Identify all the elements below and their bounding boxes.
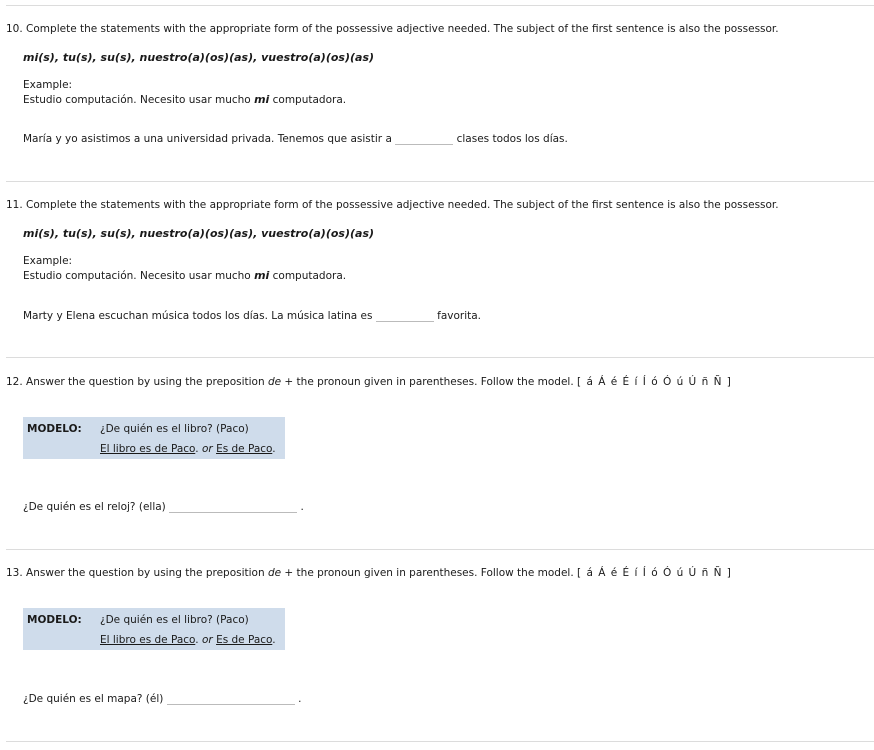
model-question: ¿De quién es el libro? (Paco) [100,423,249,435]
question-number: 10. [6,23,23,35]
example-sentence: Estudio computación. Necesito usar mucho mi computadora. [23,93,347,106]
question-prompt: 13. Answer the question by using the preposition de + the pronoun given in parentheses. Follow the model. [ á Á é É í Í ó Ó ú Ú ñ Ñ ] [6,567,732,579]
divider [6,549,874,550]
model-box [23,417,285,459]
question-number: 12. [6,376,23,388]
model-label: MODELO: [27,614,82,626]
model-answer: El libro es de Paco. or Es de Paco. [100,634,276,646]
example-sentence: Estudio computación. Necesito usar mucho mi computadora. [23,269,347,282]
model-label: MODELO: [27,423,82,435]
question-number: 11. [6,199,23,211]
example-label: Example: [23,255,73,267]
answer-input[interactable] [169,500,297,513]
question-prompt [6,199,779,211]
exercise-sentence: ¿De quién es el mapa? (él) . [23,693,302,705]
adjective-list: mi(s), tu(s), su(s), nuestro(a)(os)(as), vuestro(a)(os)(as) [23,227,375,240]
divider [6,357,874,358]
question-text: Complete the statements with the appropriate form of the possessive adjective needed. The subject of the first sentence is also the possessor. [26,23,779,35]
answer-input[interactable] [376,309,434,322]
adjective-list: mi(s), tu(s), su(s), nuestro(a)(os)(as), vuestro(a)(os)(as) [23,51,375,64]
answer-input[interactable] [167,692,295,705]
exercise-sentence: Marty y Elena escuchan música todos los días. La música latina es favorita. [23,310,482,322]
answer-input[interactable] [395,132,453,145]
question-number: 13. [6,567,23,579]
question-prompt [6,23,779,35]
accent-character-picker[interactable]: [ á Á é É í Í ó Ó ú Ú ñ Ñ ] [577,567,732,579]
divider [6,741,874,742]
model-box [23,608,285,650]
exercise-sentence: María y yo asistimos a una universidad privada. Tenemos que asistir a clases todos los días. [23,133,568,145]
model-answer: El libro es de Paco. or Es de Paco. [100,443,276,455]
accent-character-picker[interactable]: [ á Á é É í Í ó Ó ú Ú ñ Ñ ] [577,376,732,388]
divider [6,5,874,6]
exercise-sentence: ¿De quién es el reloj? (ella) . [23,501,304,513]
model-question: ¿De quién es el libro? (Paco) [100,614,249,626]
example-label: Example: [23,79,73,91]
question-prompt: 12. Answer the question by using the preposition de + the pronoun given in parentheses. Follow the model. [ á Á é É í Í ó Ó ú Ú ñ Ñ ] [6,376,732,388]
question-text: Complete the statements with the appropriate form of the possessive adjective needed. The subject of the first sentence is also the possessor. [26,199,779,211]
divider [6,181,874,182]
